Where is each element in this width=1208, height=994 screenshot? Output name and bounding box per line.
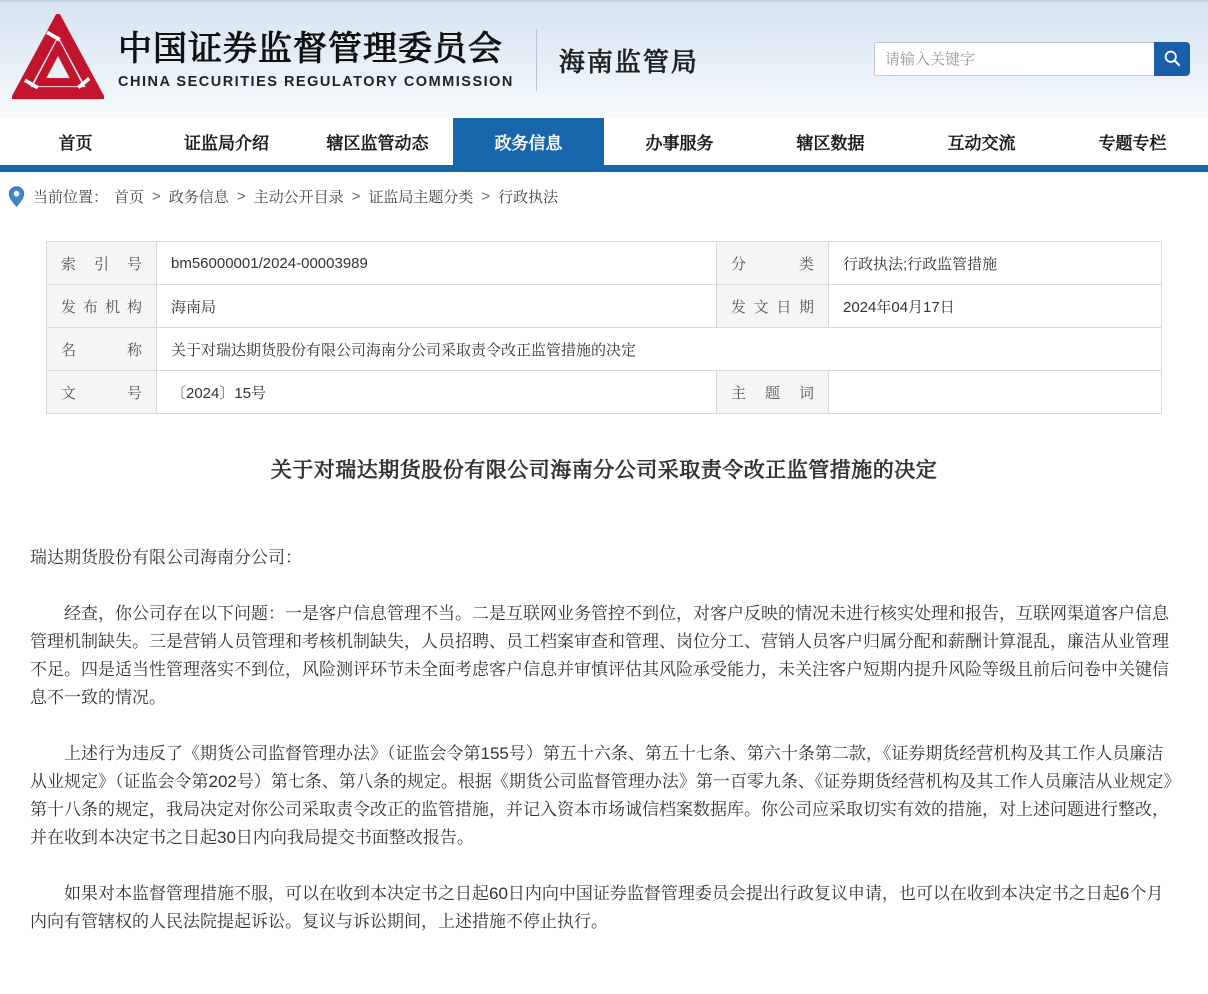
search-icon — [1162, 48, 1182, 71]
article-salutation: 瑞达期货股份有限公司海南分公司： — [30, 548, 302, 567]
bureau-name: 海南监管局 — [558, 46, 699, 77]
nav-item-gov-info[interactable]: 政务信息 — [453, 118, 604, 165]
breadcrumb-separator: > — [152, 188, 161, 205]
nav-item-home[interactable]: 首页 — [58, 134, 93, 153]
article — [0, 414, 1208, 994]
nav-item-special-columns[interactable]: 专题专栏 — [1098, 134, 1167, 153]
location-pin-icon — [8, 186, 25, 207]
nav-underline — [0, 165, 1208, 172]
breadcrumb — [0, 172, 1208, 219]
meta-date-label: 发文日期 — [717, 285, 829, 328]
breadcrumb-item-open-directory[interactable]: 主动公开目录 — [253, 189, 344, 206]
article-paragraph-2: 上述行为违反了《期货公司监督管理办法》（证监会令第155号）第五十六条、第五十七条、第六十条第二款，《证券期货经营机构及其工作人员廉洁从业规定》（证监会令第202号）第七条、第八条的规定。根据《期货公司监督管理办法》第一百零九条、《证券期货经营机构及其工作人员廉洁从业规定》第十八条的规定，我局决定对你公司采取责令改正的监管措施，并记入资本市场诚信档案数据库。你公司应采取切实有效的措施，对上述问题进行整改，并在收到本决定书之日起30日内向我局提交书面整改报告。 — [30, 744, 1172, 847]
meta-category-value: 行政执法;行政监管措施 — [829, 242, 1162, 285]
breadcrumb-separator: > — [351, 188, 361, 205]
breadcrumb-prefix: 当前位置： — [33, 189, 109, 206]
csrc-logo-icon — [10, 12, 106, 108]
breadcrumb-item-home[interactable]: 首页 — [114, 189, 145, 206]
org-name-cn: 中国证券监督管理委员会 — [118, 30, 503, 69]
meta-publisher-label: 发布机构 — [47, 285, 157, 328]
meta-name-value: 关于对瑞达期货股份有限公司海南分公司采取责令改正监管措施的决定 — [157, 328, 1162, 371]
meta-doc-no-value: 〔2024〕15号 — [157, 371, 717, 414]
search-button[interactable] — [1154, 42, 1190, 76]
breadcrumb-item-enforcement[interactable]: 行政执法 — [498, 189, 559, 206]
org-name-en: CHINA SECURITIES REGULATORY COMMISSION — [118, 73, 514, 90]
header-divider — [536, 29, 537, 91]
search-input[interactable] — [874, 42, 1154, 76]
article-body — [30, 544, 1178, 936]
meta-category-label: 分类 — [717, 242, 829, 285]
meta-index-value: bm56000001/2024-00003989 — [157, 242, 717, 285]
nav-item-regional-data[interactable]: 辖区数据 — [796, 134, 865, 153]
nav-item-services[interactable]: 办事服务 — [645, 134, 714, 153]
breadcrumb-separator: > — [481, 188, 491, 205]
meta-index-label: 索引号 — [47, 242, 157, 285]
breadcrumb-item-topic-category[interactable]: 证监局主题分类 — [368, 189, 474, 206]
nav-item-interaction[interactable]: 互动交流 — [947, 134, 1016, 153]
meta-doc-no-label: 文号 — [47, 371, 157, 414]
meta-publisher-value: 海南局 — [157, 285, 717, 328]
nav-item-bureau-intro[interactable]: 证监局介绍 — [184, 134, 269, 153]
meta-date-value: 2024年04月17日 — [829, 285, 1162, 328]
article-paragraph-1: 经查，你公司存在以下问题：一是客户信息管理不当。二是互联网业务管控不到位，对客户反映的情况未进行核实处理和报告，互联网渠道客户信息管理机制缺失。三是营销人员管理和考核机制缺失，人员招聘、员工档案审查和管理、岗位分工、营销人员客户归属分配和薪酬计算混乱，廉洁从业管理不足。四是适当性管理落实不到位，风险测评环节未全面考虑客户信息并审慎评估其风险承受能力，未关注客户短期内提升风险等级且前后问卷中关键信息不一致的情况。 — [30, 604, 1169, 707]
nav-item-regional-dynamics[interactable]: 辖区监管动态 — [326, 134, 429, 153]
breadcrumb-separator: > — [236, 188, 246, 205]
meta-keywords-label: 主题词 — [717, 371, 829, 414]
org-title-block — [118, 30, 514, 89]
breadcrumb-item-gov-info[interactable]: 政务信息 — [168, 189, 229, 206]
article-title: 关于对瑞达期货股份有限公司海南分公司采取责令改正监管措施的决定 — [270, 459, 938, 482]
site-header — [0, 0, 1208, 118]
meta-name-label: 名称 — [47, 328, 157, 371]
meta-keywords-value — [829, 371, 1162, 414]
document-meta-table — [46, 241, 1162, 414]
article-paragraph-3: 如果对本监督管理措施不服，可以在收到本决定书之日起60日内向中国证券监督管理委员会提出行政复议申请，也可以在收到本决定书之日起6个月内向有管辖权的人民法院提起诉讼。复议与诉讼期间，上述措施不停止执行。 — [30, 884, 1164, 931]
search-box — [874, 42, 1190, 76]
main-nav — [0, 118, 1208, 172]
